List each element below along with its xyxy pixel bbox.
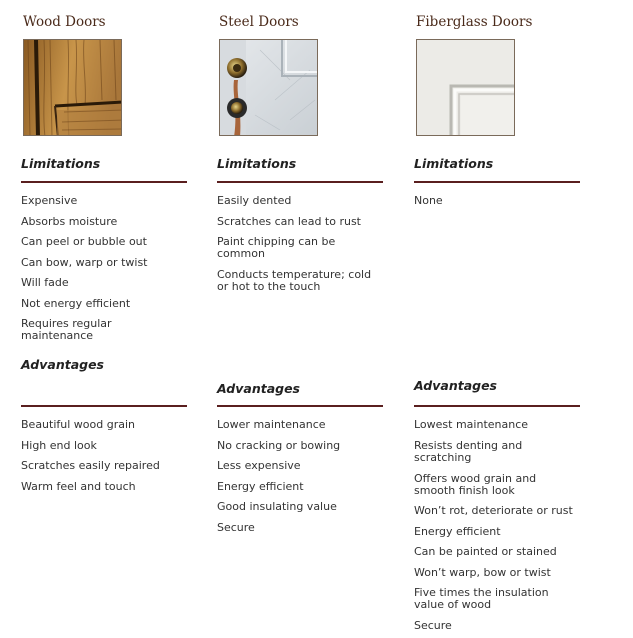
list-item: Secure <box>217 521 255 534</box>
steel-advantages-divider <box>217 405 383 407</box>
list-item: Lowest maintenance <box>414 418 529 431</box>
wood-limitations-divider <box>21 181 187 183</box>
list-item: Five times the insulation value of wood <box>414 586 549 611</box>
list-item: Can peel or bubble out <box>21 235 147 248</box>
list-item: Won’t warp, bow or twist <box>414 566 551 579</box>
fiberglass-limitations-divider <box>414 181 580 183</box>
list-item: Paint chipping can be common <box>217 235 336 260</box>
wood-advantages-heading: Advantages <box>21 357 104 372</box>
list-item: Will fade <box>21 276 69 289</box>
list-item: High end look <box>21 439 97 452</box>
list-item: Warm feel and touch <box>21 480 136 493</box>
steel-limitations-heading: Limitations <box>217 156 297 171</box>
list-item: Secure <box>414 619 452 632</box>
fiberglass-limitations-list <box>414 195 580 216</box>
list-item: Good insulating value <box>217 500 337 513</box>
fiberglass-advantages-divider <box>414 405 580 407</box>
steel-limitations-list <box>217 195 383 295</box>
list-item: Scratches easily repaired <box>21 459 160 472</box>
list-item: Won’t rot, deteriorate or rust <box>414 504 573 517</box>
list-item: Not energy efficient <box>21 297 131 310</box>
wood-advantages-list <box>21 419 187 501</box>
wood-door-photo <box>23 39 122 136</box>
list-item: Requires regular maintenance <box>21 317 112 342</box>
list-item: Can be painted or stained <box>414 545 557 558</box>
fiberglass-door-photo <box>416 39 515 136</box>
steel-advantages-list <box>217 419 383 542</box>
list-item: No cracking or bowing <box>217 439 341 452</box>
list-item: Offers wood grain and smooth finish look <box>414 472 537 497</box>
steel-limitations-divider <box>217 181 383 183</box>
list-item: Energy efficient <box>217 480 304 493</box>
steel-advantages-heading: Advantages <box>217 381 300 396</box>
steel-doors-title: Steel Doors <box>219 14 299 30</box>
list-item: Beautiful wood grain <box>21 418 136 431</box>
steel-door-photo <box>219 39 318 136</box>
fiberglass-limitations-heading: Limitations <box>414 156 494 171</box>
wood-doors-title: Wood Doors <box>23 14 106 30</box>
list-item: Easily dented <box>217 194 292 207</box>
list-item: Lower maintenance <box>217 418 326 431</box>
fiberglass-advantages-heading: Advantages <box>414 378 497 393</box>
list-item: Can bow, warp or twist <box>21 256 148 269</box>
wood-advantages-divider <box>21 405 187 407</box>
wood-limitations-list <box>21 194 187 342</box>
list-item: Energy efficient <box>414 525 501 538</box>
list-item: Less expensive <box>217 459 301 472</box>
list-item: Conducts temperature; cold or hot to the touch <box>217 268 372 293</box>
wood-limitations-heading: Limitations <box>21 156 101 171</box>
list-item: None <box>414 194 443 207</box>
list-item: Absorbs moisture <box>21 215 118 228</box>
list-item: Expensive <box>21 194 78 207</box>
fiberglass-advantages-list <box>414 419 580 634</box>
fiberglass-doors-title: Fiberglass Doors <box>416 14 533 30</box>
list-item: Resists denting and scratching <box>414 439 523 464</box>
list-item: Scratches can lead to rust <box>217 215 361 228</box>
